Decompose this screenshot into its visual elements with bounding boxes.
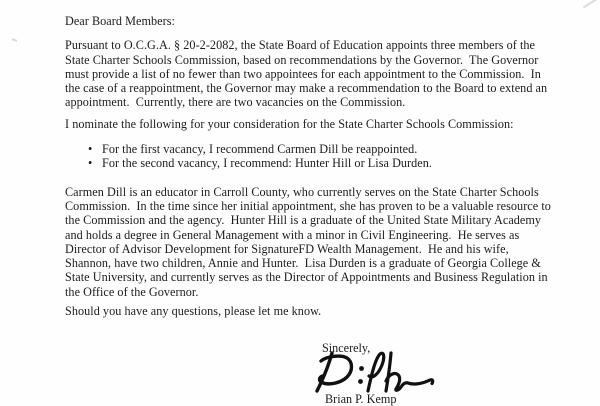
salutation: Dear Board Members: — [65, 14, 175, 28]
nominee-list — [88, 142, 551, 171]
scan-mark — [583, 0, 598, 8]
paragraph-bios: Carmen Dill is an educator in Carroll County, who currently serves on the State Charter Schools Commission. In the time since her initial appointment, she has proven to be a valuable resource to the Commission and the agency. Hunter Hill is a graduate of the United State Military Academy and holds a degree in General Management with a minor in Civil Engineering. He serves as Director of Advisor Development for SignatureFD Wealth Management. He and his wife, Shannon, have two children, Annie and Hunter. Lisa Durden is a graduate of Georgia College & State University, and currently serves as the Director of Appointments and Business Regulation in the Office of the Governor. — [65, 184, 555, 299]
scan-speck — [12, 38, 17, 41]
closing: Sincerely, — [322, 341, 371, 355]
list-item-first-vacancy: • For the first vacancy, I recommend Carmen Dill be reappointed. — [88, 142, 551, 156]
paragraph-nomination-intro: I nominate the following for your consideration for the State Charter Schools Commission: — [65, 116, 514, 131]
letter-body — [65, 14, 555, 319]
paragraph-questions: Should you have any questions, please let me know. — [65, 304, 322, 319]
signature-block — [316, 341, 476, 406]
list-item-second-vacancy: • For the second vacancy, I recommend: Hunter Hill or Lisa Durden. — [88, 156, 551, 170]
signer-name: Brian P. Kemp — [325, 392, 397, 406]
paragraph-legal-basis: Pursuant to O.C.G.A. § 20-2-2082, the State Board of Education appoints three members of the State Charter Schools Commission, based on recommendations by the Governor. The Governor must provide a list of no fewer than two appointees for each appointment to the Commission. In the case of a reappointment, the Governor may make a recommendation to the Board to extend an appointment. Currently, there are two vacancies on the Commission. — [65, 38, 551, 110]
